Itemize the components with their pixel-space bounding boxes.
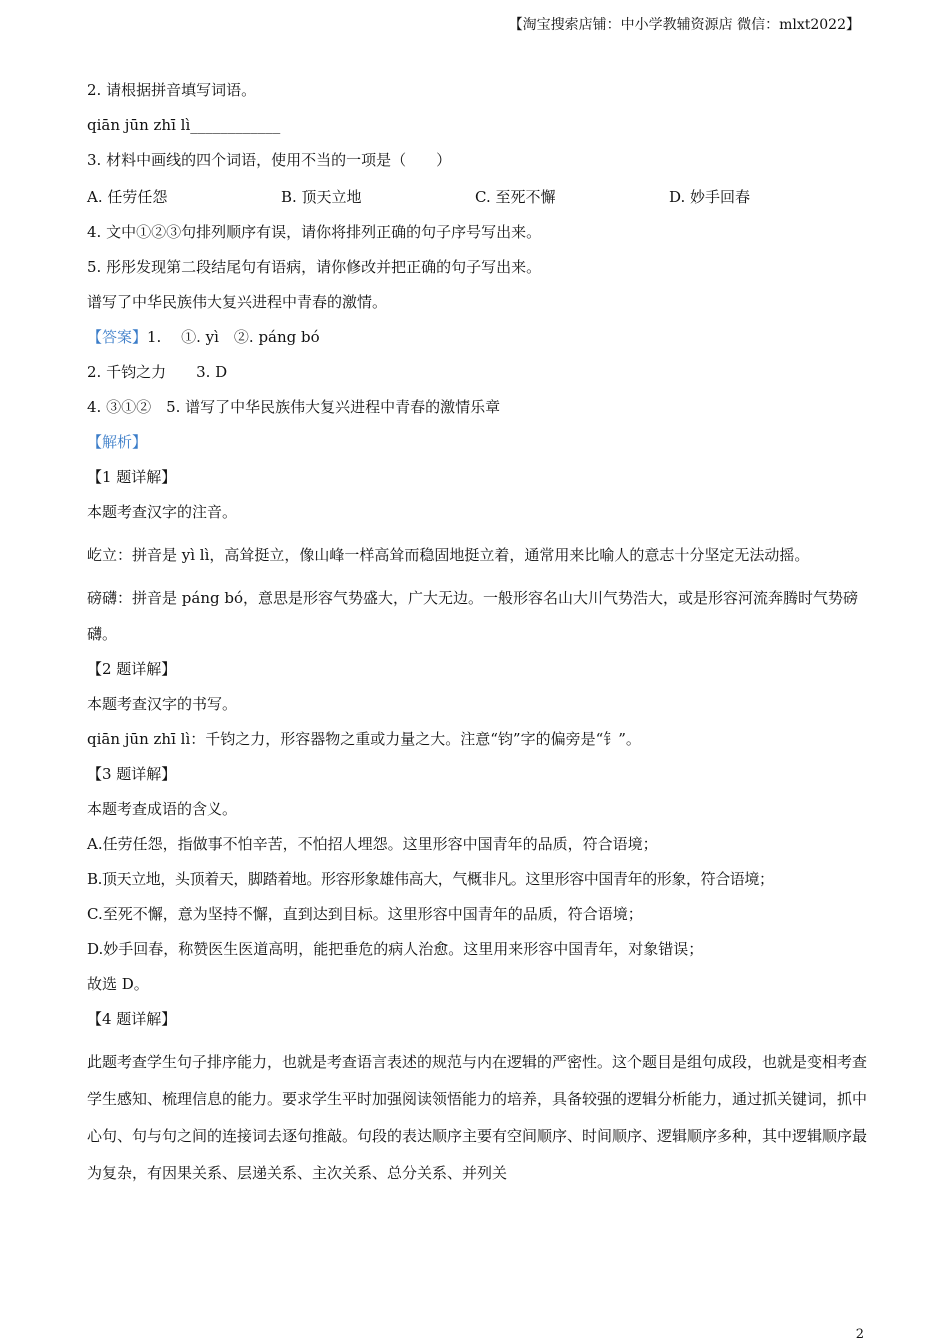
question-4: 4. 文中①②③句排列顺序有误，请你将排列正确的句子序号写出来。	[87, 223, 542, 241]
detail-3-option-a: A.任劳任怨，指做事不怕辛苦，不怕招人埋怨。这里形容中国青年的品质，符合语境；	[87, 835, 658, 853]
detail-1-paragraph-1: 屹立：拼音是 yì lì，高耸挺立，像山峰一样高耸而稳固地挺立着，通常用来比喻人的意志十分坚定无法动摇。	[87, 546, 810, 564]
question-2-pinyin: qiān jūn zhī lì____________	[87, 116, 281, 134]
question-3: 3. 材料中画线的四个词语，使用不当的一项是（ ）	[87, 151, 452, 169]
detail-4-paragraph: 此题考查学生句子排序能力，也就是考查语言表述的规范与内在逻辑的严密性。这个题目是组句成段，也就是变相考查学生感知、梳理信息的能力。要求学生平时加强阅读领悟能力的培养，具备较强的逻辑分析能力，通过抓关键词，抓中心句、句与句之间的连接词去逐句推敲。句段的表达顺序主要有空间顺序、时间顺序、逻辑顺序多种，其中逻辑顺序最为复杂，有因果关系、层递关系、主次关系、总分关系、并列关	[87, 1053, 868, 1182]
detail-3-title: 【3 题详解】	[87, 765, 177, 783]
option-d: D. 妙手回春	[669, 188, 751, 206]
detail-3-option-b: B.顶天立地，头顶着天，脚踏着地。形容形象雄伟高大，气概非凡。这里形容中国青年的形象，符合语境；	[87, 870, 774, 888]
page-header: 【淘宝搜索店铺：中小学教辅资源店 微信：mlxt2022】	[508, 17, 860, 33]
detail-3-intro: 本题考查成语的含义。	[87, 800, 238, 818]
option-b: B. 顶天立地	[281, 188, 362, 206]
question-5-sentence: 谱写了中华民族伟大复兴进程中青春的激情。	[87, 293, 388, 311]
answer-line-2: 2. 千钧之力 3. D	[87, 363, 228, 381]
answer-label: 【答案】	[87, 328, 148, 346]
option-a: A. 任劳任怨	[87, 188, 168, 206]
answer-line-3: 4. ③①② 5. 谱写了中华民族伟大复兴进程中青春的激情乐章	[87, 398, 501, 416]
page-number: 2	[855, 1327, 864, 1342]
detail-2-intro: 本题考查汉字的书写。	[87, 695, 238, 713]
detail-3-conclusion: 故选 D。	[87, 975, 149, 993]
detail-4-title: 【4 题详解】	[87, 1010, 177, 1028]
detail-2-title: 【2 题详解】	[87, 660, 177, 678]
question-2: 2. 请根据拼音填写词语。	[87, 81, 257, 99]
answer-line-1	[87, 327, 867, 348]
detail-2-paragraph: qiān jūn zhī lì：千钧之力，形容器物之重或力量之大。注意“钧”字的偏旁是“钅”。	[87, 730, 641, 748]
question-3-options	[87, 187, 867, 208]
detail-3-option-d: D.妙手回春，称赞医生医道高明，能把垂危的病人治愈。这里用来形容中国青年，对象错误；	[87, 940, 704, 958]
option-c: C. 至死不懈	[475, 188, 556, 206]
question-5: 5. 彤彤发现第二段结尾句有语病，请你修改并把正确的句子写出来。	[87, 258, 542, 276]
analysis-label: 【解析】	[87, 433, 148, 451]
detail-3-option-c: C.至死不懈，意为坚持不懈，直到达到目标。这里形容中国青年的品质，符合语境；	[87, 905, 643, 923]
detail-1-title: 【1 题详解】	[87, 468, 177, 486]
detail-1-intro: 本题考查汉字的注音。	[87, 503, 238, 521]
page-content	[87, 80, 867, 1184]
answer-text-1: 1. ①. yì ②. páng bó	[147, 328, 320, 346]
detail-1-paragraph-2: 磅礴：拼音是 páng bó，意思是形容气势盛大，广大无边。一般形容名山大川气势浩大，或是形容河流奔腾时气势磅礴。	[87, 589, 858, 643]
